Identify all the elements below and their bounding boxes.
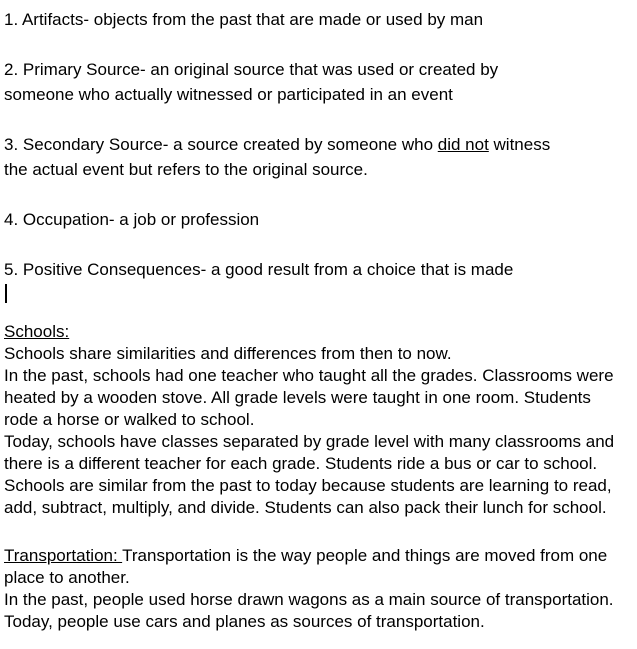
text-cursor [5, 284, 7, 303]
paragraph-line: there is a different teacher for each grade. Students ride a bus or car to school. [4, 454, 598, 473]
definition-item-4 [4, 207, 633, 232]
transportation-heading: Transportation: [4, 546, 123, 565]
definition-item-1 [4, 7, 633, 32]
definition-line: the actual event but refers to the original source. [4, 160, 368, 179]
paragraph-line: In the past, schools had one teacher who taught all the grades. Classrooms were [4, 366, 614, 385]
definition-text: witness [488, 135, 551, 154]
definition-line: 4. Occupation- a job or profession [4, 210, 260, 229]
definition-text: 3. Secondary Source- a source created by someone who [4, 135, 438, 154]
definition-item-3 [4, 132, 633, 182]
paragraph-line: add, subtract, multiply, and divide. Students can also pack their lunch for school. [4, 498, 607, 517]
empty-line [4, 282, 633, 304]
schools-section [4, 321, 633, 519]
paragraph-line: Schools are similar from the past to today because students are learning to read, [4, 476, 612, 495]
blank-line [4, 304, 633, 321]
definition-line: 1. Artifacts- objects from the past that are made or used by man [4, 10, 484, 29]
definition-line: 2. Primary Source- an original source that was used or created by [4, 60, 499, 79]
paragraph-line: Schools share similarities and differences from then to now. [4, 344, 452, 363]
transportation-section [4, 545, 633, 633]
paragraph-line: Today, people use cars and planes as sources of transportation. [4, 612, 485, 631]
schools-heading: Schools: [4, 322, 70, 341]
paragraph-line: place to another. [4, 568, 130, 587]
paragraph-line: In the past, people used horse drawn wagons as a main source of transportation. [4, 590, 614, 609]
paragraph-text: Transportation is the way people and things are moved from one [122, 546, 608, 565]
underlined-text-did-not: did not [437, 135, 489, 154]
paragraph-line [4, 545, 633, 567]
paragraph-line: heated by a wooden stove. All grade levels were taught in one room. Students [4, 388, 591, 407]
paragraph-line: Today, schools have classes separated by grade level with many classrooms and [4, 432, 615, 451]
paragraph-line: rode a horse or walked to school. [4, 410, 255, 429]
definition-item-2 [4, 57, 633, 107]
definition-line: someone who actually witnessed or participated in an event [4, 85, 453, 104]
definition-item-5 [4, 257, 633, 282]
definition-line [4, 132, 633, 157]
definition-line: 5. Positive Consequences- a good result from a choice that is made [4, 260, 514, 279]
blank-line [4, 519, 633, 545]
